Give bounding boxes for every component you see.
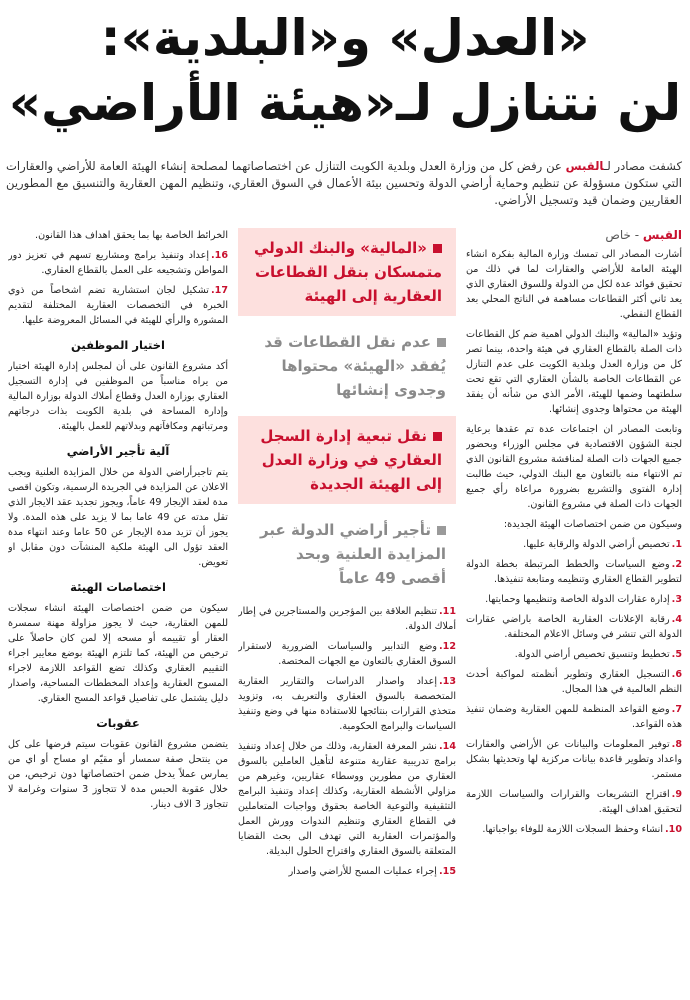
item-text: نشر المعرفة العقارية، وذلك من خلال إعداد وتنفيذ برامج تدريبية عقارية متنوعة لتأهيل العاملين بالسوق العقاري من مطورين ووسطاء عقاريين، وغيرهم من مزاولي الأنشطة العقارية، وكذلك إعداد وتنفيذ البرامج التثقيفية والتوعية الخاصة بحقوق وواجبات المتعاملين في القطاع العقاري وتنظيم الندوات وورش العمل والمؤتمرات العقارية التي تهدف الى بحث القضايا المتعلقة بالسوق العقاري واقتراح الحلول البديلة. — [238, 741, 456, 857]
item-number: 1. — [671, 539, 682, 550]
item-text: وضع السياسات والخطط المرتبطة بخطة الدولة لتطوير القطاع العقاري وتنظيمه ومتابعة تنفيذها. — [466, 559, 682, 585]
list-item — [466, 702, 682, 732]
pull-quote-text: «المالية» والبنك الدولي متمسكان بنقل القطاعات العقارية إلى الهيئة — [253, 239, 442, 305]
pull-quote — [238, 512, 456, 596]
section-title: اختيار الموظفين — [71, 338, 165, 352]
item-text: تشكيل لجان استشارية تضم اشخاصاً من ذوي الخبرة في التخصصات العقارية المختلفة لتقديم المشورة والرأي للهيئة في المسائل المعروضة عليها. — [8, 285, 228, 326]
item-text: اقتراح التشريعات والقرارات والسياسات اللازمة لتحقيق اهداف الهيئة. — [466, 789, 682, 815]
item-number: 6. — [671, 669, 682, 680]
item-number: 13. — [438, 676, 456, 687]
paragraph: وسيكون من ضمن اختصاصات الهيئة الجديدة: — [503, 519, 682, 530]
byline — [466, 228, 682, 243]
item-number: 3. — [671, 594, 682, 605]
section-text: أكد مشروع القانون على أن لمجلس إدارة الهيئة اختيار من يراه مناسباً من الموظفين في إدارة التسجيل العقاري بوزارة العدل وقطاع أملاك الدولة بوزارة المالية وإدارة المساحة في بلدية الكويت بذات درجاتهم ومرتباتهم ومكافآتهم وبدلاتهم للعمل بالهيئة. — [8, 361, 228, 432]
item-text: إعداد واصدار الدراسات والتقارير العقارية المتخصصة بالسوق العقاري والتعريف به، وتزويد متخذي القرارات بنتائجها للاستفادة منها في وضع وتنفيذ السياسات والبرامج الحكومية. — [238, 676, 456, 732]
item-text: تنظيم العلاقة بين المؤجرين والمستاجرين في إطار أملاك الدولة. — [238, 606, 456, 632]
item-number: 15. — [438, 866, 456, 877]
item-text: إجراء عمليات المسح للأراضي واصدار — [288, 866, 437, 877]
item-text: تخطيط وتنسيق تخصيص أراضي الدولة. — [514, 649, 670, 660]
item-text: رقابة الإعلانات العقارية الخاصة باراضي عقارات الدولة التي تنشر في وسائل الاعلام المختلفة. — [466, 614, 682, 640]
paragraph: أشارت المصادر الى تمسك وزارة المالية بفكرة انشاء الهيئة العامة للأراضي والعقارات لما في ذلك من تحقيق فوائد عدة لكل من الدولة وللسوق العقاري الذي يعد ثاني أكثر القطاعات مساهمة في الناتج المحلي بعد القطاع النفطي. — [466, 249, 682, 320]
section-title: اختصاصات الهيئة — [70, 580, 166, 594]
item-number: 16. — [210, 250, 228, 261]
byline-rest: - خاص — [605, 228, 643, 242]
item-number: 12. — [438, 641, 456, 652]
headline-line-1: «العدل» و«البلدية»: — [100, 9, 590, 67]
pull-quote — [238, 228, 456, 316]
item-number: 11. — [438, 606, 456, 617]
item-number: 10. — [664, 824, 682, 835]
list-item — [238, 864, 456, 879]
item-text: التسجيل العقاري وتطوير أنظمته لمواكبة أحدث النظم العالمية في هذا المجال. — [466, 669, 682, 695]
item-number: 9. — [671, 789, 682, 800]
intro-body: عن رفض كل من وزارة العدل وبلدية الكويت التنازل عن اختصاصاتهما لمصلحة إنشاء الهيئة العامة للأراضي والعقارات التي ستكون مسؤولة عن تنظيم وحماية أراضي الدولة وتحسين بيئة الأعمال في السوق العقاري، وتنظيم المهن العقارية والتنسيق مع المطورين العقاريين وضمان قيد وتسجيل الأراضي. — [6, 159, 682, 207]
headline — [0, 6, 690, 136]
item-number: 7. — [671, 704, 682, 715]
list-item — [238, 604, 456, 634]
list-item — [466, 647, 682, 662]
list-item — [466, 612, 682, 642]
item-number: 17. — [210, 285, 228, 296]
paragraph: وتابعت المصادر ان اجتماعات عدة تم عقدها برعاية لجنة الشؤون الاقتصادية في مجلس الوزراء وبحضور جميع الجهات ذات الصلة لمناقشة مشروع القانون الذي تم الانتهاء منه بالتعاون مع البنك الدولي، حيث طالبت إدارة الفتوى والتشريع بضرورة مراعاة رأي جميع الجهات ذات الصلة في مشروع القانون. — [466, 424, 682, 510]
section-text: يتم تاجيرأراضي الدولة من خلال المزايدة العلنية ويجب الاعلان عن المزايدة في الجريدة الرسمية، وتكون اقصى مدة لعقد الإيجار 49 عاماً، ويجوز تجديد عقد الايجار الذي تقل مدته عن 49 عاما بما لا يزيد على هذه المدة. ولا يجوز أن تزيد مدة الإيجار عن 50 عاما وعند انتهاء مدة العقد تؤول الى الهيئة ملكية المنشآت دون مقابل او تعويض. — [8, 467, 228, 568]
item-number: 5. — [671, 649, 682, 660]
list-item — [238, 639, 456, 669]
byline-brand: القبس — [642, 228, 682, 242]
list-item — [466, 737, 682, 782]
square-bullet-icon — [433, 244, 442, 253]
item-text: انشاء وحفظ السجلات اللازمة للوفاء بواجباتها. — [482, 824, 663, 835]
left-column — [8, 228, 228, 996]
paragraph: وتؤيد «المالية» والبنك الدولي اهمية ضم كل القطاعات ذات الصلة بالقطاع العقاري في هيئة واحدة، بينما تصر كل من وزارة العدل وبلدية الكويت على عدم التنازل عن القطاعات الخاصة بالشأن العقاري التي تقع تحت سلطتهما وضمها للهيئة، الأمر الذي من شأنه أن يفقد الهيئة من محتواها وجدوى إنشائها. — [466, 329, 682, 415]
square-bullet-icon — [433, 432, 442, 441]
list-item — [238, 739, 456, 859]
pull-quote-text: نقل تبعية إدارة السجل العقاري في وزارة العدل إلى الهيئة الجديدة — [260, 427, 442, 493]
item-number: 2. — [671, 559, 682, 570]
item-text: توفير المعلومات والبيانات عن الأراضي والعقارات واعداد وتطوير قاعدة بيانات مركزية لها وتحديثها بشكل مستمر. — [466, 739, 682, 780]
item-number: 14. — [438, 741, 456, 752]
pull-quote-text: عدم نقل القطاعات قد يُفقد «الهيئة» محتواها وجدوى إنشائها — [264, 333, 446, 399]
item-text: إدارة عقارات الدولة الخاصة وتنظيمها وحمايتها. — [485, 594, 670, 605]
list-item — [8, 248, 228, 278]
list-item — [466, 557, 682, 587]
intro-paragraph — [6, 158, 682, 209]
paragraph: الخرائط الخاصة بها بما يحقق اهداف هذا القانون. — [35, 230, 228, 241]
square-bullet-icon — [437, 338, 446, 347]
pull-quote — [238, 324, 456, 408]
list-item — [466, 822, 682, 837]
middle-column — [238, 228, 456, 996]
list-item — [466, 667, 682, 697]
item-text: إعداد وتنفيذ برامج ومشاريع تسهم في تعزيز دور المواطن وتشجيعه على العمل بالقطاع العقاري. — [8, 250, 228, 276]
section-title: آلية تأجير الأراضي — [66, 444, 170, 458]
section-text: يتضمن مشروع القانون عقوبات سيتم فرضها على كل من ينتحل صفة سمسار أو مقيّم او مساح أو اي من يمارس عملاً يدخل ضمن اختصاصاتها دون ترخيص، من خلال عقوبة الحبس مدة لا تتجاوز 3 سنوات وغرامة لا تتجاوز 3 الاف دينار. — [8, 739, 228, 810]
pull-quote-text: تأجير أراضي الدولة عبر المزايدة العلنية وبحد أقصى 49 عاماً — [260, 521, 446, 587]
item-text: وضع التدابير والسياسات الضرورية لاستقرار السوق العقاري بالتعاون مع الجهات المختصة. — [238, 641, 456, 667]
list-item — [466, 787, 682, 817]
item-number: 8. — [671, 739, 682, 750]
section-text: سيكون من ضمن اختصاصات الهيئة انشاء سجلات للمهن العقارية، حيث لا يجوز مزاولة مهنة سمسرة العقار أو تقييمه أو مسحه إلا لمن كان حاصلاً على ترخيص من الهيئة، كما تلتزم الهيئة بوضع معايير اجراء التقييم العقاري وكذلك تضع القواعد اللازمة لاجراء المسوح العقارية وإعداد المخططات المساحية، واصدار دليل يشتمل على تفاصيل قواعد المسح العقاري. — [8, 603, 228, 704]
list-item — [238, 674, 456, 734]
list-item — [466, 537, 682, 552]
list-item — [466, 592, 682, 607]
item-text: تخصيص أراضي الدولة والرقابة عليها. — [523, 539, 670, 550]
right-column — [466, 228, 682, 996]
intro-lead: كشفت مصادر لـ — [603, 159, 682, 173]
intro-brand: القبس — [565, 159, 604, 173]
headline-line-2: لن نتنازل لـ«هيئة الأراضي» — [8, 74, 682, 132]
section-title: عقوبات — [96, 716, 140, 730]
square-bullet-icon — [437, 526, 446, 535]
pull-quote — [238, 416, 456, 504]
item-text: وضع القواعد المنظمة للمهن العقارية وضمان تنفيذ هذه القواعد. — [466, 704, 682, 730]
item-number: 4. — [671, 614, 682, 625]
list-item — [8, 283, 228, 328]
